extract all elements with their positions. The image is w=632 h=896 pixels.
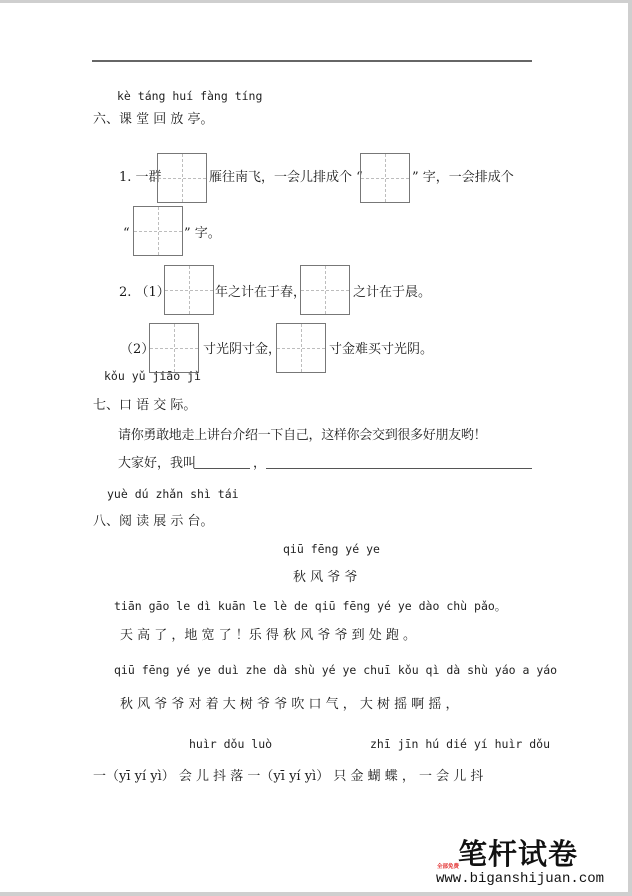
- fill-comma: ，: [253, 456, 267, 471]
- q2-part1b: 之计在于晨。: [353, 285, 432, 300]
- page-border-bottom: [0, 892, 632, 896]
- intro-blank[interactable]: [266, 468, 532, 469]
- name-blank[interactable]: [194, 468, 250, 469]
- watermark-url: www.biganshijuan.com: [436, 871, 605, 887]
- header-rule: [92, 60, 532, 62]
- writing-box-6[interactable]: [149, 323, 199, 373]
- line1-text: 天 高 了 ，地 宽 了 ！乐 得 秋 风 爷 爷 到 处 跑 。: [120, 628, 416, 643]
- line2-pinyin: qiū fēng yé ye duì zhe dà shù yé ye chuī kǒu qì dà shù yáo a yáo: [114, 663, 558, 677]
- line3-pinyin-a: huìr dǒu luò: [189, 737, 273, 751]
- section6-title: 六、课 堂 回 放 亭。: [93, 112, 214, 127]
- writing-box-7[interactable]: [276, 323, 326, 373]
- section6-pinyin: kè táng huí fàng tíng: [117, 89, 263, 103]
- section7-title: 七、口 语 交 际。: [93, 398, 197, 413]
- q2-part2b: 寸金难买寸光阴。: [329, 342, 434, 357]
- writing-box-2[interactable]: [360, 153, 410, 203]
- q2-part1a: 年之计在于春，: [215, 285, 307, 300]
- poem-title-pinyin: qiū fēng yé ye: [283, 542, 380, 556]
- line3-pinyin-b: zhī jīn hú dié yí huìr dǒu: [370, 737, 551, 751]
- q1-mid2: ” 字，一会排成个: [412, 170, 514, 185]
- section7-pinyin: kǒu yǔ jiāo jì: [104, 369, 201, 383]
- watermark-brand: 笔杆试卷: [458, 837, 579, 871]
- writing-box-1[interactable]: [157, 153, 207, 203]
- writing-box-5[interactable]: [300, 265, 350, 315]
- line3-text: 一（yī yí yì） 会 儿 抖 落 一（yī yí yì） 只 金 蝴 蝶 ， 一 会 儿 抖: [93, 769, 484, 784]
- line2-text: 秋 风 爷 爷 对 着 大 树 爷 爷 吹 口 气 ， 大 树 摇 啊 摇 ，: [120, 697, 459, 712]
- page-border-right: [628, 0, 632, 896]
- section8-pinyin: yuè dú zhǎn shì tái: [107, 487, 239, 501]
- watermark-tag: 全部免费: [437, 864, 460, 870]
- q2-part2a: 寸光阴寸金，: [203, 342, 282, 357]
- section7-instruction: 请你勇敢地走上讲台介绍一下自己，这样你会交到很多好朋友哟！: [118, 428, 487, 443]
- q1-line2-close: ” 字。: [184, 226, 221, 241]
- page-border-top: [0, 0, 632, 3]
- q2-label1: 2. （1）: [119, 285, 170, 300]
- poem-title: 秋 风 爷 爷: [293, 570, 358, 585]
- section8-title: 八、阅 读 展 示 台。: [93, 514, 214, 529]
- writing-box-3[interactable]: [133, 206, 183, 256]
- writing-box-4[interactable]: [164, 265, 214, 315]
- fill-prefix: 大家好，我叫: [118, 456, 197, 471]
- q1-prefix: 1. 一群: [119, 170, 162, 185]
- q1-mid1: 雁往南飞，一会儿排成个 “: [209, 170, 363, 185]
- q1-line2-open: “: [123, 226, 130, 241]
- line1-pinyin: tiān gāo le dì kuān le lè de qiū fēng yé ye dào chù pǎo。: [114, 599, 507, 613]
- q2-label2: （2）: [120, 342, 155, 357]
